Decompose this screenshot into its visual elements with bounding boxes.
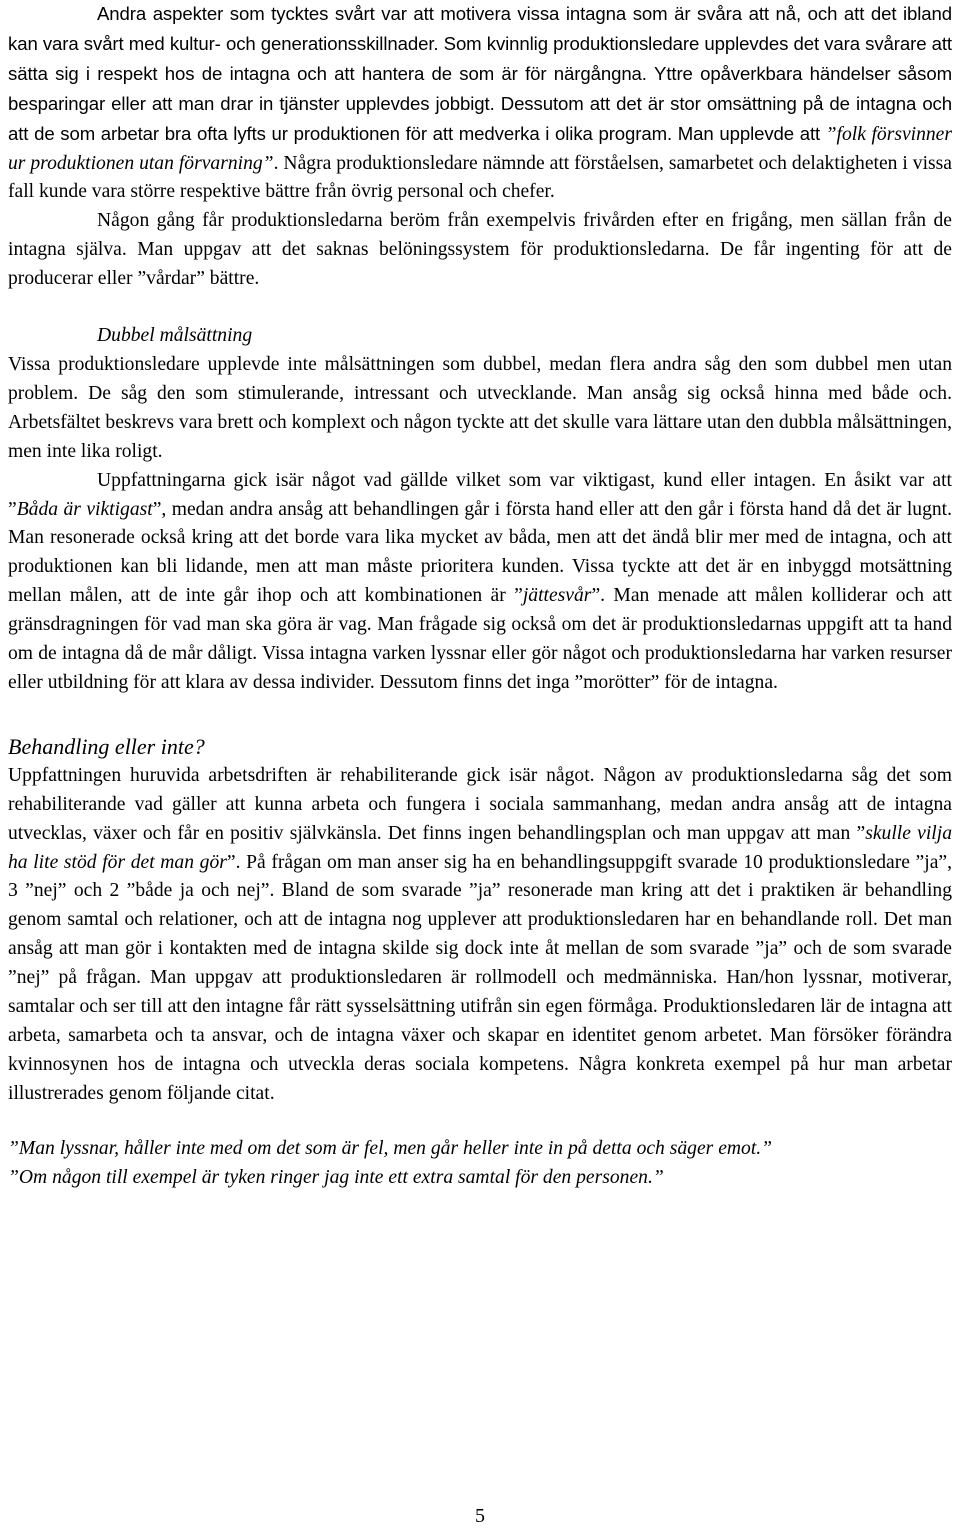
text-run: ”. På frågan om man anser sig ha en behandlingsuppgift svarade 10 produktionsledare ”ja”, 3 ”nej” och 2 ”både ja och nej”. Bland de som svarade ”ja” resonerade man kring att det i praktiken är behandling genom samtal och relationer, och att de intagna nog upplever att produktionsledaren har en behandlande roll. Det man ansåg att man gör i kontakten med de intagna skilde sig dock inte åt mellan de som svarade ”ja” och de som svarade ”nej” på frågan. Man uppgav att produktionsledaren är rollmodell och medmänniska. Han/hon lyssnar, motiverar, samtalar och ser till att den intagne får rätt sysselsättning utifrån sin egen förmåga. Produktionsledaren lär de intagna att arbeta, samarbeta och ta ansvar, och de intagna växer och skapar en identitet genom arbetet. Man försöker förändra kvinnosynen hos de intagna och utveckla deras sociala kompetens. Några konkreta exempel på hur man arbetar illustrerades genom följande citat. — [8, 851, 952, 1104]
paragraph-behandling — [8, 762, 952, 1109]
paragraph-praise: Någon gång får produktionsledarna beröm från exempelvis frivården efter en frigång, men sällan från de intagna själva. Man uppgav att det saknas belöningssystem för produktionsledarna. De får ingenting för att de producerar eller ”vårdar” bättre. — [8, 210, 952, 290]
quote-1: ”Man lyssnar, håller inte med om det som är fel, men går heller inte in på detta och säger emot.” — [8, 1137, 773, 1159]
paragraph-challenges-part3: . Några produktionsledare nämnde att förståelsen, samarbetet och delaktigheten i vissa fall kunde vara större respektive bättre från övrig personal och chefer. — [8, 152, 952, 203]
page-number: 5 — [475, 1505, 485, 1527]
text-run: Uppfattningen huruvida arbetsdriften är rehabiliterande gick isär något. Någon av produktionsledarna såg det som rehabiliterande vad gäller att kunna arbeta och fungera i sociala sammanhang, medan andra ansåg att de intagna utvecklas, växer och får en positiv självkänsla. Det finns ingen behandlingsplan och man uppgav att man ” — [8, 764, 952, 844]
paragraph-dubbel-1: Vissa produktionsledare upplevde inte målsättningen som dubbel, medan flera andra såg den som dubbel men utan problem. De såg den som stimulerande, intressant och utvecklande. Man ansåg sig också hinna med både och. Arbetsfältet beskrevs vara brett och komplext och någon tyckte att det skulle vara lättare utan den dubbla målsättningen, men inte lika roligt. — [8, 353, 952, 462]
heading-behandling-eller-inte: Behandling eller inte? — [8, 733, 205, 759]
paragraph-challenges-part1: Andra aspekter som tycktes svårt var att motivera vissa intagna som är svåra att nå, och att det ibland kan vara svårt med kultur- och generationsskillnader. Som kvinnlig produktionsledare upplevdes det vara svårare att sätta sig i respekt hos de intagna och att hantera de som är för närgångna. — [8, 3, 952, 84]
quote-jattesvar: jättesvår — [522, 585, 592, 607]
paragraph-dubbel-2 — [8, 467, 952, 698]
paragraph-challenges-part2: Yttre opåverkbara händelser såsom besparingar eller att man drar in tjänster upplevdes jobbigt. Dessutom att det är stor omsättning på de intagna och att de som arbetar bra ofta lyfts ur produktionen för att medverka i olika program. Man upplevde att — [8, 62, 952, 144]
heading-dubbel-malsattning: Dubbel målsättning — [97, 325, 253, 347]
quote-2: ”Om någon till exempel är tyken ringer jag inte ett extra samtal för den personen.” — [8, 1166, 664, 1188]
text-run: Uppfattningarna gick isär något vad gällde vilket som var viktigast, kund eller intagen. En åsikt var att ” — [8, 469, 952, 520]
quote-folk-forsvinner: ”folk försvinner ur produktionen utan förvarning” — [8, 123, 952, 174]
quote-stod: skulle vilja ha lite stöd för det man gör — [8, 822, 952, 873]
text-run: ”. Man menade att målen kolliderar och att gränsdragningen för vad man ska göra är vag. Man frågade sig också om det är produktionsledarnas uppgift att ta hand om de intagna då de mår dåligt. Vissa intagna varken lyssnar eller gör något och produktionsledarna har varken resurser eller utbildning för att klara av dessa individer. Dessutom finns det inga ”morötter” för de intagna. — [8, 585, 952, 693]
document-page — [8, 0, 952, 1193]
text-run: ”, medan andra ansåg att behandlingen går i första hand eller att den går i första hand då det är lugnt. Man resonerade också kring att det borde vara lika mycket av båda, men att det ändå blir mer med de intagna, och att produktionen kan bli lidande, men att man måste prioritera kunden. Vissa tyckte att det är en inbyggd motsättning mellan målen, att de inte går ihop och att kombinationen är ” — [8, 498, 953, 607]
quote-bada-viktigast: Båda är viktigast — [16, 498, 153, 520]
paragraph-challenges — [8, 0, 952, 207]
